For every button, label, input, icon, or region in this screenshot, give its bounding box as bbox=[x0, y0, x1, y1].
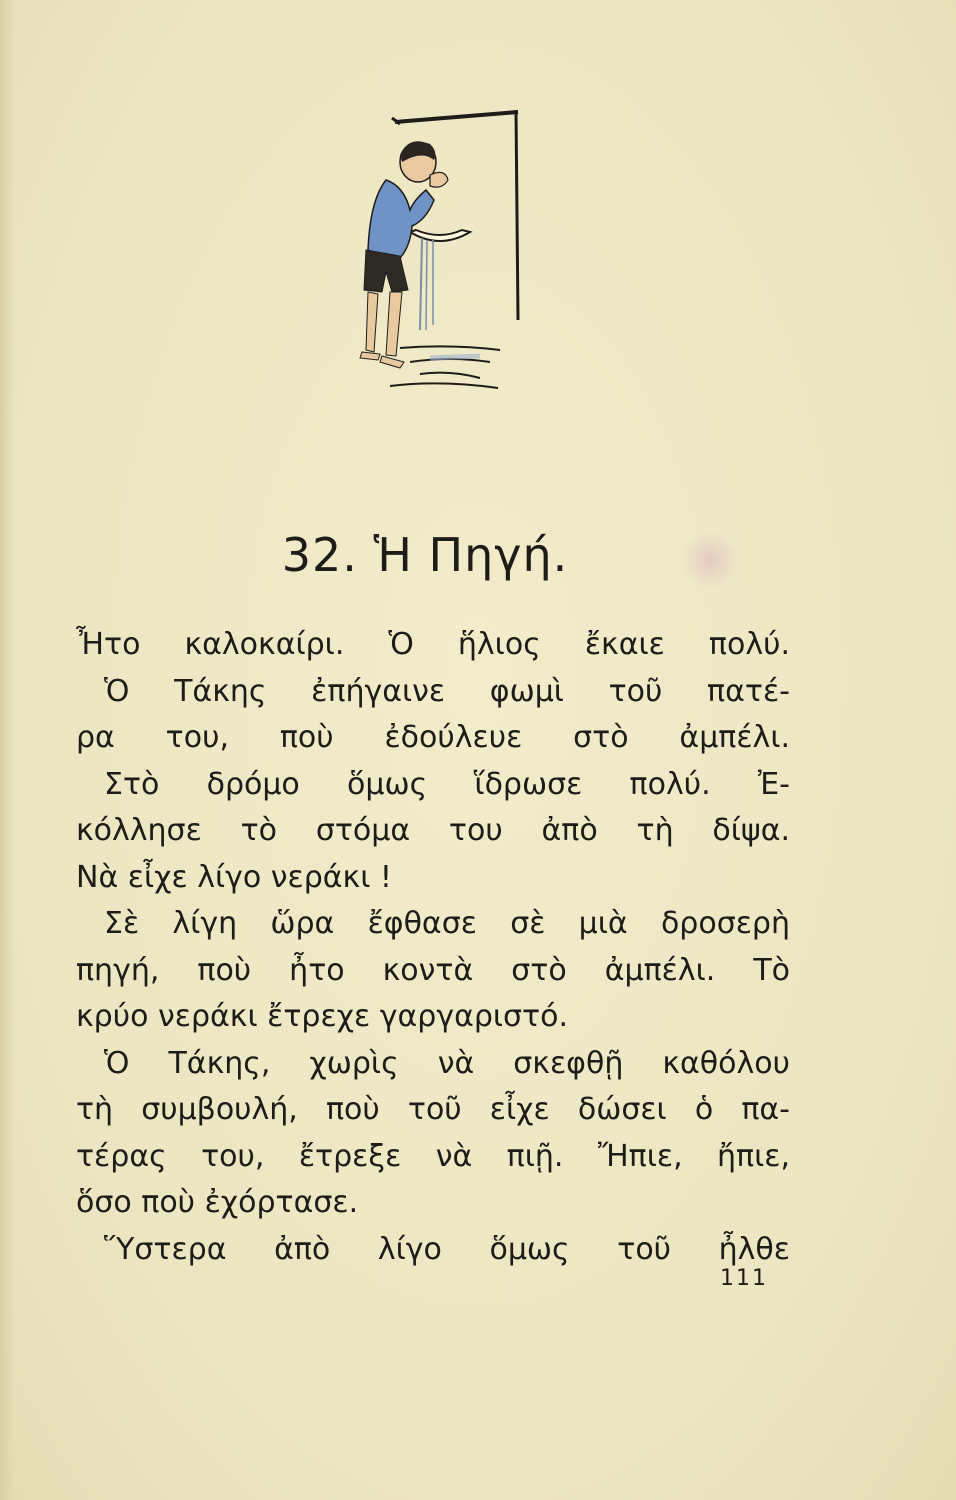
text-line: κόλλησε τὸ στόμα του ἀπὸ τὴ δίψα. bbox=[76, 813, 790, 848]
text-line: πηγή, ποὺ ἦτο κοντὰ στὸ ἀμπέλι. Τὸ bbox=[76, 952, 790, 988]
text-line: Ὁ Τάκης, χωρὶς νὰ σκεφθῇ καθόλου bbox=[104, 1045, 790, 1081]
text-line: τὴ συμβουλή, ποὺ τοῦ εἶχε δώσει ὁ πα- bbox=[76, 1092, 790, 1127]
text-line: Ἦτο καλοκαίρι. Ὁ ἥλιος ἔκαιε πολύ. bbox=[76, 627, 790, 662]
story-text bbox=[76, 622, 790, 1273]
page-edge-shadow bbox=[0, 0, 14, 1500]
text-line: Στὸ δρόμο ὅμως ἵδρωσε πολύ. Ἐ- bbox=[104, 766, 790, 802]
text-line: Σὲ λίγη ὥρα ἔφθασε σὲ μιὰ δροσερὴ bbox=[104, 906, 790, 941]
text-line: Νὰ εἶχε λίγο νεράκι ! bbox=[76, 859, 392, 895]
boy-drinking-fountain-illustration bbox=[330, 100, 530, 410]
text-line: Ὕστερα ἀπὸ λίγο ὅμως τοῦ ἦλθε bbox=[104, 1231, 790, 1267]
page-number: 111 bbox=[720, 1266, 768, 1291]
text-line: ὅσο ποὺ ἐχόρτασε. bbox=[76, 1185, 359, 1220]
chapter-title: 32. Ἡ Πηγή. bbox=[281, 528, 569, 582]
text-line: Ὁ Τάκης ἐπήγαινε φωμὶ τοῦ πατέ- bbox=[104, 673, 790, 709]
text-line: ρα του, ποὺ ἐδούλευε στὸ ἀμπέλι. bbox=[76, 720, 790, 755]
text-line: τέρας του, ἔτρεξε νὰ πιῇ. Ἤπιε, ἤπιε, bbox=[76, 1138, 790, 1174]
text-line: κρύο νεράκι ἔτρεχε γαργαριστό. bbox=[76, 999, 569, 1034]
